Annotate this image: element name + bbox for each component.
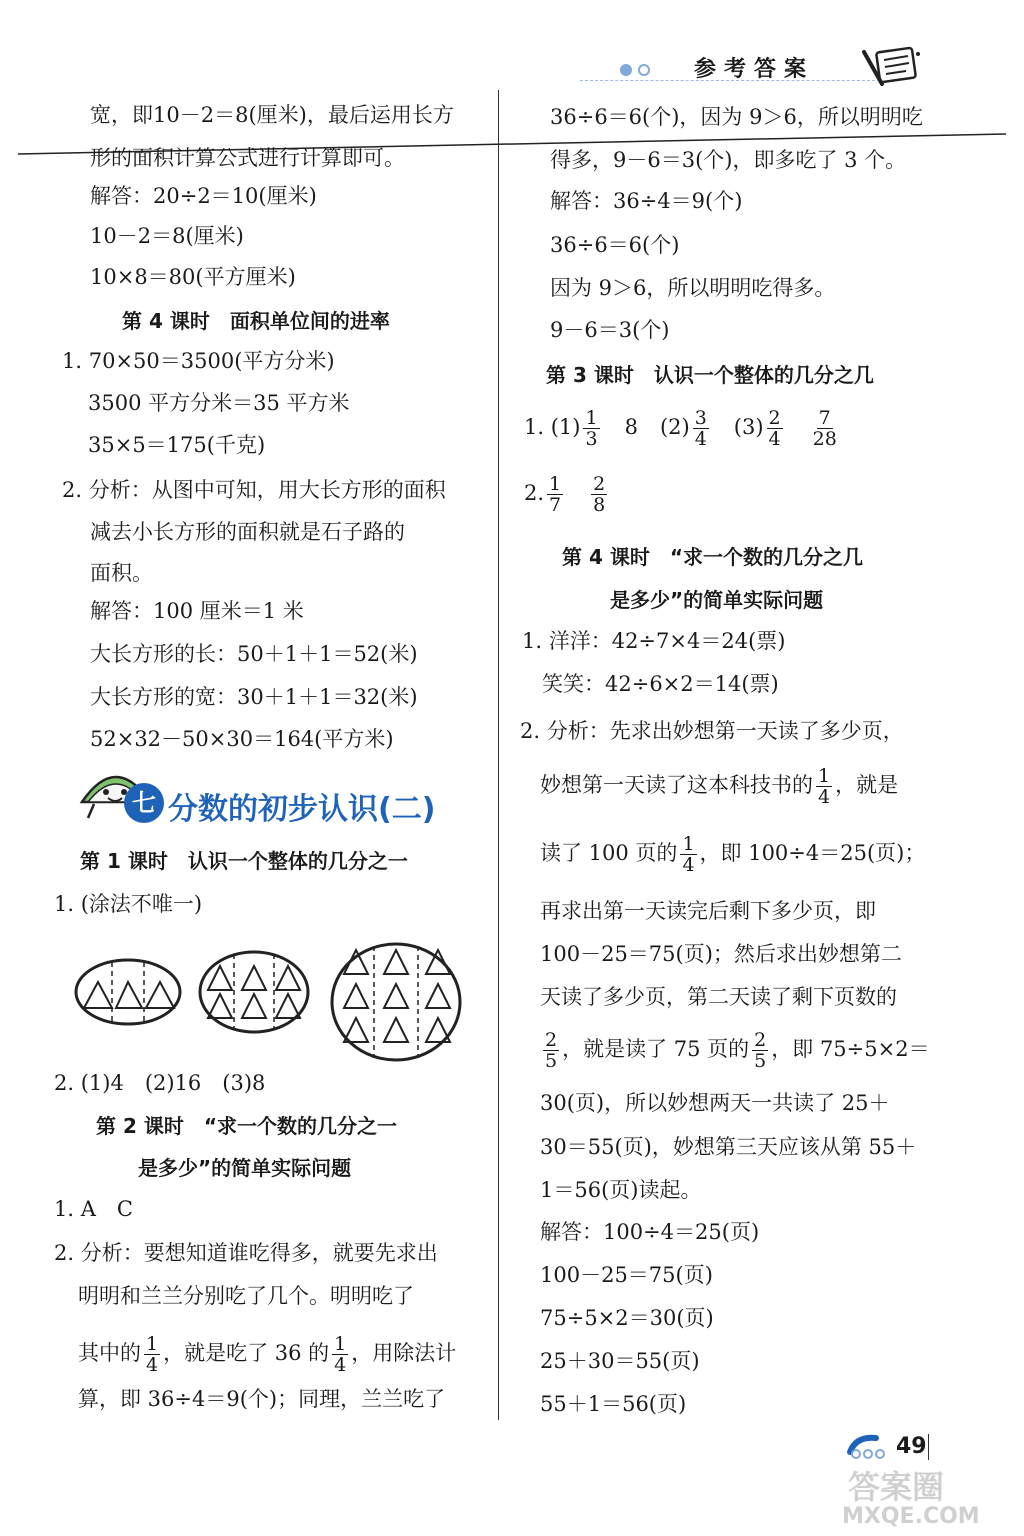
notebook-icon (860, 44, 922, 94)
answer-2d: 解答：100 厘米＝1 米 (90, 599, 304, 623)
chapter-number: 七 (132, 789, 156, 817)
lesson-heading-4a: 第 4 课时 “求一个数的几分之几 (562, 545, 863, 569)
answer-b2b (540, 766, 898, 807)
right-line-6: 9－6＝3(个) (550, 318, 670, 342)
left-line-3: 解答：20÷2＝10(厘米) (90, 184, 317, 208)
fraction-one-quarter: $\frac{1}{4}$ (818, 765, 831, 808)
ellipse-figure-2 (200, 952, 308, 1032)
answer-b2c (540, 834, 925, 875)
fraction-one-quarter: $\frac{1}{4}$ (334, 1333, 347, 1376)
text-segment: 2. (524, 481, 545, 505)
answer-1a: 1. 70×50＝3500(平方分米) (62, 349, 335, 373)
ellipse-figure-1 (76, 960, 180, 1024)
right-line-2: 得多，9－6＝3(个)，即多吃了 3 个。 (550, 148, 907, 172)
text-segment: 其中的 (78, 1341, 141, 1365)
text-segment: ，即 75÷5×2＝ (771, 1037, 930, 1061)
fraction-one-quarter: $\frac{1}{4}$ (146, 1333, 159, 1376)
left-line-1: 宽，即10－2＝8(厘米)，最后运用长方 (90, 103, 454, 127)
text-segment: ，用除法计 (351, 1341, 457, 1365)
answer-b2g (540, 1030, 930, 1071)
answer-2g: 52×32－50×30＝164(平方米) (90, 727, 394, 751)
answer-d2a: 2. 分析：要想知道谁吃得多，就要先求出 (54, 1241, 438, 1265)
answer-a2 (524, 474, 610, 515)
answer-b2j: 1＝56(页)读起。 (540, 1178, 702, 1202)
answer-b2e: 100－25＝75(页)；然后求出妙想第二 (540, 942, 902, 966)
fraction-two-fifths: $\frac{2}{5}$ (754, 1029, 767, 1072)
answer-d1: 1. A C (54, 1197, 133, 1221)
fraction-one-quarter: $\frac{1}{4}$ (682, 833, 695, 876)
answer-b2d: 再求出第一天读完后剩下多少页，即 (540, 899, 876, 923)
right-line-3: 解答：36÷4＝9(个) (550, 189, 743, 213)
lesson-heading-2b: 是多少”的简单实际问题 (138, 1156, 352, 1180)
chapter-number-badge (124, 783, 164, 823)
watermark-top: 答案圈 (848, 1468, 945, 1506)
answer-b1b: 笑笑：42÷6×2＝14(票) (542, 672, 779, 696)
right-line-4: 36÷6＝6(个) (550, 233, 680, 257)
answer-b2a: 2. 分析：先求出妙想第一天读了多少页， (520, 719, 904, 743)
fraction-one-seventh: $\frac{1}{7}$ (549, 473, 562, 516)
answer-b1a: 1. 洋洋：42÷7×4＝24(票) (522, 629, 786, 653)
left-line-4: 10－2＝8(厘米) (90, 224, 244, 248)
answer-d2b: 明明和兰兰分别吃了几个。明明吃了 (78, 1284, 414, 1308)
fraction-two-fifths: $\frac{2}{5}$ (545, 1029, 558, 1072)
left-line-5: 10×8＝80(平方厘米) (90, 265, 296, 289)
text-segment: ，就是 (835, 773, 899, 797)
text-segment: 读了 100 页的 (540, 841, 678, 865)
page-number-badge-icon (846, 1432, 896, 1466)
answer-2e: 大长方形的长：50＋1＋1＝52(米) (90, 642, 418, 666)
lesson-heading-3: 第 3 课时 认识一个整体的几分之几 (546, 363, 874, 387)
column-divider (498, 90, 499, 1420)
text-segment: (2) (659, 415, 690, 439)
fraction-two-quarters: $\frac{2}{4}$ (768, 407, 781, 450)
ellipse-figure-3 (332, 944, 460, 1060)
fraction-one-third: $\frac{1}{3}$ (585, 407, 598, 450)
text-segment: (3) (733, 415, 764, 439)
text-segment: ，即 100÷4＝25(页)； (699, 841, 926, 865)
lesson-heading-1: 第 1 课时 认识一个整体的几分之一 (80, 849, 408, 873)
solution-3: 75÷5×2＝30(页) (540, 1306, 714, 1330)
answer-1b: 3500 平方分米＝35 平方米 (88, 391, 350, 415)
answer-2b: 减去小长方形的面积就是石子路的 (90, 520, 405, 544)
text-segment: 8 (624, 415, 638, 439)
fraction-two-eighths: $\frac{2}{8}$ (593, 473, 606, 516)
solution-1: 解答：100÷4＝25(页) (540, 1220, 760, 1244)
answer-1c: 35×5＝175(千克) (88, 433, 266, 457)
text-segment: ，就是吃了 36 的 (163, 1341, 330, 1365)
answer-2c: 面积。 (90, 561, 153, 585)
chapter-title: 分数的初步认识(二) (168, 792, 436, 827)
answer-b2h: 30(页)，所以妙想两天一共读了 25＋ (540, 1091, 890, 1115)
answer-c2: 2. (1)4 (2)16 (3)8 (54, 1071, 266, 1095)
lesson-heading-4b: 是多少”的简单实际问题 (610, 588, 824, 612)
header-title: 参考答案 (694, 57, 815, 82)
lesson-heading-4: 第 4 课时 面积单位间的进率 (122, 309, 390, 333)
shaded-triangles-figure (70, 938, 470, 1068)
left-line-2: 形的面积计算公式进行计算即可。 (90, 146, 405, 170)
answer-2a: 2. 分析：从图中可知，用大长方形的面积 (62, 478, 446, 502)
text-segment: 1. (1) (524, 415, 581, 439)
text-segment: ，就是读了 75 页的 (562, 1037, 750, 1061)
solution-2: 100－25＝75(页) (540, 1263, 713, 1287)
answer-b2i: 30＝55(页)，妙想第三天应该从第 55＋ (540, 1135, 917, 1159)
fraction-seven-28: $\frac{7}{28}$ (812, 407, 837, 450)
text-segment: 妙想第一天读了这本科技书的 (540, 773, 813, 797)
watermark-bottom: MXQE.COM (842, 1504, 980, 1529)
page-number-rule (928, 1434, 929, 1460)
fraction-three-quarters: $\frac{3}{4}$ (694, 407, 707, 450)
answer-a1 (524, 408, 842, 449)
answer-d2c (78, 1334, 456, 1375)
answer-2f: 大长方形的宽：30＋1＋1＝32(米) (90, 685, 418, 709)
right-line-5: 因为 9＞6，所以明明吃得多。 (550, 276, 836, 300)
page-number: 49 (896, 1434, 927, 1459)
solution-5: 55＋1＝56(页) (540, 1392, 687, 1416)
right-line-1: 36÷6＝6(个)，因为 9＞6，所以明明吃 (550, 105, 923, 129)
solution-4: 25＋30＝55(页) (540, 1349, 700, 1373)
answer-c1: 1. (涂法不唯一) (54, 892, 203, 916)
lesson-heading-2a: 第 2 课时 “求一个数的几分之一 (96, 1114, 397, 1138)
answer-d2d: 算，即 36÷4＝9(个)；同理，兰兰吃了 (78, 1387, 446, 1411)
answer-b2f: 天读了多少页，第二天读了剩下页数的 (540, 985, 897, 1009)
